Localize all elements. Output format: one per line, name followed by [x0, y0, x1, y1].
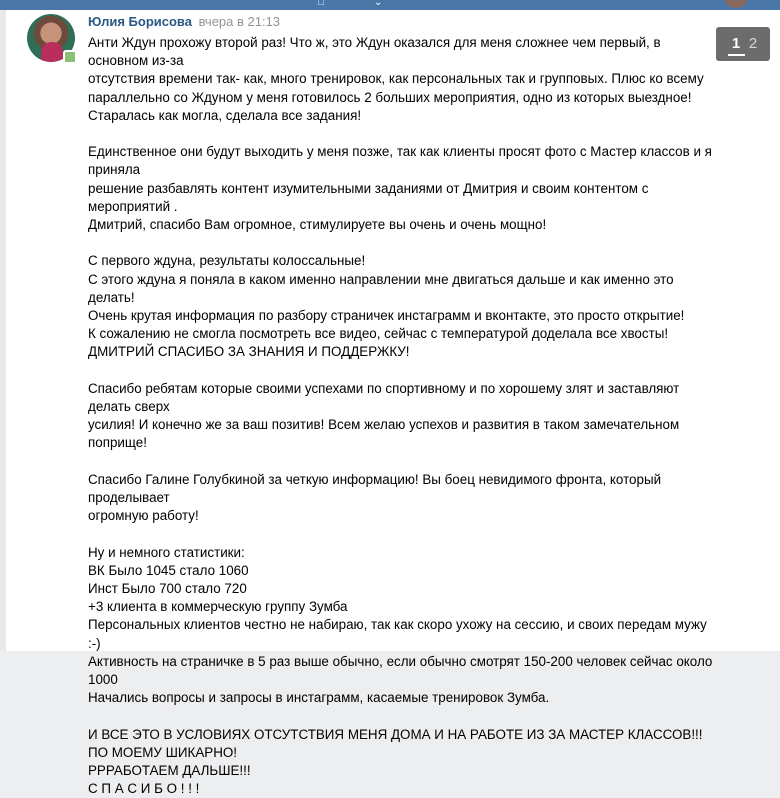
- post-line: Старалась как могла, сделала все задания!: [88, 107, 362, 123]
- post-line: К сожалению не смогла посмотреть все видео, сейчас с температурой доделала все хвосты!: [88, 326, 669, 342]
- post-paragraph: [88, 143, 716, 234]
- post-line: Анти Ждун прохожу второй раз! Что ж, это Ждун оказался для меня сложнее чем первый, в основном из-за: [88, 35, 661, 69]
- photo-pager: [716, 27, 770, 61]
- chevron-icon[interactable]: ⌄: [374, 0, 383, 8]
- post-line: огромную работу!: [88, 508, 199, 524]
- post-line: отсутствия времени так- как, много тренировок, как персональных так и групповых. Плюс ко всему: [88, 71, 704, 87]
- post-line: И ВСЕ ЭТО В УСЛОВИЯХ ОТСУТСТВИЯ МЕНЯ ДОМА И НА РАБОТЕ ИЗ ЗА МАСТЕР КЛАССОВ!!!: [88, 726, 703, 742]
- current-user-avatar[interactable]: [724, 0, 748, 8]
- post-line: С этого ждуна я поняла в каком именно направлении мне двигаться дальше и как именно это делать!: [88, 271, 674, 305]
- post-paragraph: [88, 471, 716, 526]
- avatar-photo-detail: [41, 42, 63, 62]
- post-line: Персональных клиентов честно не набираю, так как скоро ухожу на сессию, и своих передам мужу :-): [88, 617, 707, 651]
- post-paragraph: [88, 34, 716, 125]
- page-2-button[interactable]: 2: [748, 35, 758, 52]
- post-line: С первого ждуна, результаты колоссальные!: [88, 253, 366, 269]
- post-line: Инст Было 700 стало 720: [88, 581, 247, 597]
- post-line: Очень крутая информация по разбору страничек инстаграмм и вконтакте, это просто открытие!: [88, 308, 685, 324]
- post-line: Единственное они будут выходить у меня позже, так как клиенты просят фото с Мастер классов и я приняла: [88, 144, 712, 178]
- post-paragraph: [88, 544, 716, 708]
- post-paragraph: [88, 380, 716, 453]
- top-navigation-bar: [0, 0, 780, 10]
- post-line: ПО МОЕМУ ШИКАРНО!: [88, 744, 238, 760]
- post-line: РРРАБОТАЕМ ДАЛЬШЕ!!!: [88, 763, 251, 779]
- camera-icon[interactable]: □: [318, 0, 325, 8]
- post-paragraph: [88, 252, 716, 361]
- post-line: С П А С И Б О ! ! !: [88, 781, 200, 797]
- post-timestamp[interactable]: вчера в 21:13: [198, 14, 281, 29]
- post-line: усилия! И конечно же за ваш позитив! Всем желаю успехов и развития в таком замечательном поприще!: [88, 417, 680, 451]
- post-line: решение разбавлять контент изумительными заданиями от Дмитрия и своим контентом с мероприятий .: [88, 180, 649, 214]
- online-indicator: [63, 50, 77, 64]
- post-paragraph: [88, 726, 716, 798]
- active-page-indicator: [728, 54, 745, 56]
- post-line: +3 клиента в коммерческую группу Зумба: [88, 599, 348, 615]
- post-line: Начались вопросы и запросы в инстаграмм, касаемые тренировок Зумба.: [88, 690, 550, 706]
- post-line: Спасибо Галине Голубкиной за четкую информацию! Вы боец невидимого фронта, который проделывает: [88, 471, 662, 506]
- post-line: ВК Было 1045 стало 1060: [88, 562, 249, 578]
- post-card: [0, 10, 780, 797]
- page-1-button[interactable]: 1: [731, 35, 741, 52]
- post-line: Ну и немного статистики:: [88, 544, 245, 560]
- post-line: Спасибо ребятам которые своими успехами по спортивному и по хорошему злят и заставляют делать сверх: [88, 380, 680, 415]
- post-line: Дмитрий, спасибо Вам огромное, стимулируете вы очень и очень мощно!: [88, 217, 547, 233]
- post-line: параллельно со Ждуном у меня готовилось 2 больших мероприятия, одно из которых выездное!: [88, 89, 692, 105]
- page-left-border: [0, 10, 6, 651]
- post-line: ДМИТРИЙ СПАСИБО ЗА ЗНАНИЯ И ПОДДЕРЖКУ!: [88, 344, 410, 360]
- post-header: [88, 14, 280, 29]
- post-line: Активность на страничке в 5 раз выше обычно, если обычно смотрят 150-200 человек сейчас около 1000: [88, 653, 713, 688]
- post-text: [88, 34, 716, 798]
- author-name[interactable]: Юлия Борисова: [88, 14, 192, 29]
